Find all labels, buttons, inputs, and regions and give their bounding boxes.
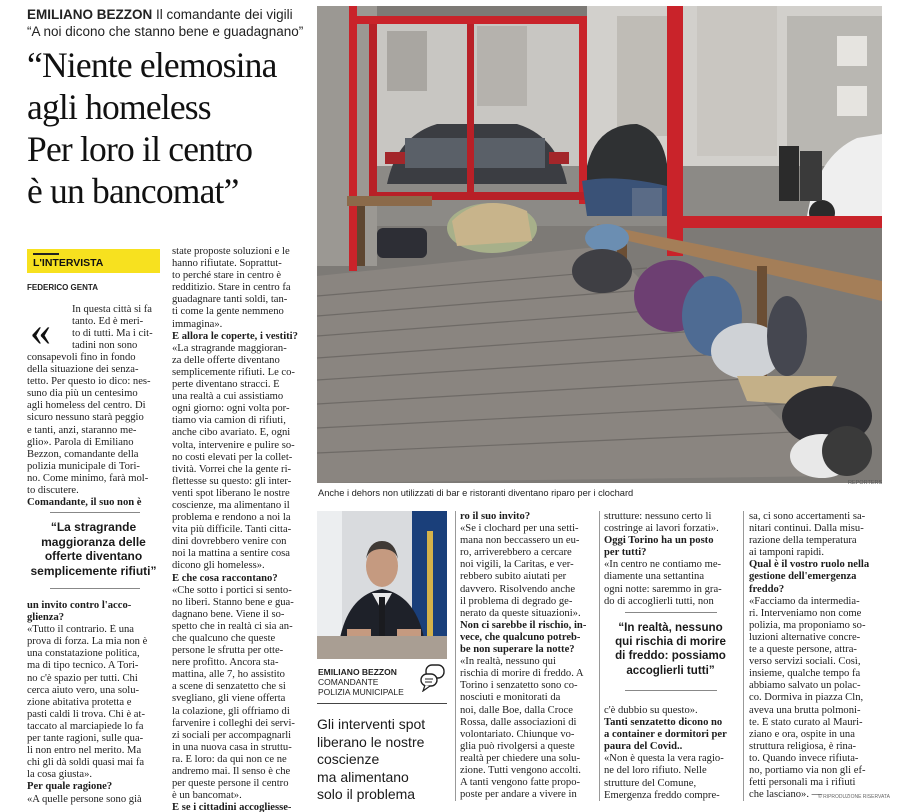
text-line: nitari continui. Dalla misu- xyxy=(749,523,864,535)
text-line: immagina». xyxy=(172,318,223,330)
question-line: un invito contro l'acco- xyxy=(27,600,132,611)
text-line: vita più difficile. Tanti citta- xyxy=(172,524,292,536)
question-line: Non ci sarebbe il rischio, in- xyxy=(460,619,587,631)
text-line: svegliano, gli viene offerta xyxy=(172,693,286,705)
text-line: noi la mattina a sentire cosa xyxy=(172,548,290,560)
text-line: struttura religiosa, è rina- xyxy=(749,740,857,752)
text-line: glia può rivolgersi a queste xyxy=(460,740,575,752)
text-line: ro, arriverebbero a cercare xyxy=(460,547,572,559)
text-line: la cosa giusta». xyxy=(27,769,93,781)
pullquote2-rule-bottom xyxy=(625,690,717,691)
pullquote-line: “In realtà, nessuno xyxy=(618,621,723,634)
text-line: «In realtà, nessuno qui xyxy=(460,656,556,668)
text-line: consapevoli fino in fondo xyxy=(27,352,136,363)
pullquote-line: accoglierli tutti” xyxy=(626,663,715,677)
text-line: «La stragrande maggioran- xyxy=(172,342,287,354)
copyright-note: © RIPRODUZIONE RISERVATA xyxy=(818,794,890,800)
text-line: to. Quando invece rifiuta- xyxy=(749,752,859,764)
text-line: strutture del Comune, xyxy=(604,777,697,789)
question-line: Oggi Torino ha un posto xyxy=(604,535,714,547)
text-line: che qualcuno che queste xyxy=(172,633,276,644)
text-line: insieme, qualche tempo fa xyxy=(749,668,861,680)
text-line: sicuro nessuno starà peggio xyxy=(27,412,144,424)
text-line: farvenire i colleghi dei servi- xyxy=(172,717,295,729)
col1-bottom xyxy=(27,600,160,806)
question-line: ro il suo invito? xyxy=(460,511,531,522)
headline-line: “Niente elemosina xyxy=(27,45,277,85)
text-line: ri. Interveniamo non come xyxy=(749,607,862,619)
text-line: ti come la gente nemmeno xyxy=(172,306,284,318)
text-line: è un bancomat». xyxy=(172,790,242,802)
text-line: per tante ragioni, sulle qua- xyxy=(27,733,144,745)
text-line: te. È stato curato al Mauri- xyxy=(749,716,863,728)
text-line: problema e rendono a noi la xyxy=(172,512,291,524)
text-line: te a queste persone, attra- xyxy=(749,644,857,656)
photo-caption: Anche i dehors non utilizzati di bar e ristoranti diventano riparo per i clochard xyxy=(318,488,634,498)
text-line: chi gli dà soldi quasi mai fa xyxy=(27,757,145,769)
headline xyxy=(27,44,317,212)
text-line: no c'è spazio per tutti. Chi xyxy=(27,672,138,684)
text-line: mattina, alle 7, ho assistito xyxy=(172,669,285,681)
pullquote2-rule-top xyxy=(625,612,717,613)
pullquote-line: semplicemente rifiuti” xyxy=(30,563,157,578)
text-line: una realtà a cui assistiamo xyxy=(172,391,284,403)
text-line: Rossa, dalle associazioni di xyxy=(460,716,577,728)
side-quote xyxy=(317,716,425,804)
column-divider xyxy=(455,511,456,801)
question-line: paura del Covid.. xyxy=(604,741,683,753)
text-line: nosciuti e monitorati da xyxy=(460,692,561,704)
text-line: realtà per chiedere una solu- xyxy=(460,752,580,764)
text-line: cerca aiuto vero, una solu- xyxy=(27,684,140,696)
text-line: tadini non sono xyxy=(72,340,138,352)
kicker-quote: “A noi dicono che stanno bene e guadagnano” xyxy=(27,24,304,39)
text-line: Torino i senzatetto sono co- xyxy=(460,680,578,692)
question-line: vece, che qualcuno potreb- xyxy=(460,631,581,643)
text-line: no liberi. Stanno bene e gua- xyxy=(172,596,294,608)
text-line: suno dia più un centesimo xyxy=(27,388,138,400)
col4-top xyxy=(604,511,737,608)
text-line: to discutere. xyxy=(27,485,79,497)
text-line: verso servizi sociali. Così, xyxy=(749,656,861,668)
text-line: flettesse su questo: gli inter- xyxy=(172,475,292,487)
text-line: ai tamponi rapidi. xyxy=(749,547,825,559)
pullquote-rule-bottom xyxy=(50,588,140,589)
question-line: gestione dell'emergenza xyxy=(749,571,857,583)
text-line: coscienze, ma alimentano il xyxy=(172,499,290,511)
text-line: tetto. Per questo io dico: nes- xyxy=(27,376,151,388)
text-line: costringe ai lavori forzati». xyxy=(604,523,719,535)
text-line: no costi elevati per la collet- xyxy=(172,451,293,463)
main-photo xyxy=(317,6,882,483)
portrait-title-line: COMANDANTE xyxy=(318,677,379,687)
text-line: luzioni alternative concre- xyxy=(749,631,861,643)
text-line: semplicemente rifiuti. Le co- xyxy=(172,366,295,378)
text-line: poste per andare a vivere in xyxy=(460,789,577,801)
text-line: venti spot liberano le nostre xyxy=(172,487,290,499)
text-line: che lasciano». — xyxy=(749,789,823,801)
text-line: no. Come minimo, farà mol- xyxy=(27,472,149,484)
headline-line: è un bancomat” xyxy=(27,171,239,211)
text-line: volta, intervenire e pulire so- xyxy=(172,439,295,451)
text-line: tiamo via camion di rifiuti, xyxy=(172,415,286,427)
text-line: za delle offerte diventano xyxy=(172,354,280,366)
text-line: dagnano bene. Viene il so- xyxy=(172,608,285,620)
side-quote-line: coscienze xyxy=(317,751,380,767)
text-line: zione. Tutti vengono accolti. xyxy=(460,764,581,776)
text-line: il problema di degrado ge- xyxy=(460,595,573,607)
text-line: nerato da queste situazioni». xyxy=(460,607,581,619)
col1-drop-block xyxy=(72,304,160,352)
text-line: pasti caldi li trova. Chi è at- xyxy=(27,708,145,720)
speech-bubbles-icon xyxy=(420,664,446,692)
text-line: ziano e ora, ospite in una xyxy=(749,728,855,740)
text-line: ogni giorno: ogni volta por- xyxy=(172,403,290,415)
question-line: freddo? xyxy=(749,583,785,595)
side-quote-line: ma alimentano xyxy=(317,768,409,785)
question-line: a container e dormitori per xyxy=(604,729,727,741)
text-line: polizia, ma proponiamo so- xyxy=(749,619,866,631)
text-line: «Che sotto i portici si sento- xyxy=(172,584,292,596)
col3 xyxy=(460,511,593,801)
text-line: zi sociali per accompagnarli xyxy=(172,729,292,741)
text-line: andremo mai. Il senso è che xyxy=(172,766,291,778)
text-line: state proposte soluzioni e le xyxy=(172,246,290,257)
side-quote-line: solo il problema xyxy=(317,786,416,802)
portrait-title-line: POLIZIA MUNICIPALE xyxy=(318,687,404,697)
text-line: una constatazione politica, xyxy=(27,648,140,660)
text-line: Emergenza freddo compre- xyxy=(604,789,720,801)
portrait-name: EMILIANO BEZZON xyxy=(318,667,397,677)
text-line: anche cibo avariato. E, ogni xyxy=(172,427,291,439)
text-line: dini dovrebbero venire con xyxy=(172,536,287,548)
text-line: redditizio. Stare in centro fa xyxy=(172,282,291,294)
pullquote-1 xyxy=(27,520,160,578)
pullquote-line: offerte diventano xyxy=(44,549,143,563)
kicker-role: Il comandante dei vigili xyxy=(156,7,293,22)
kicker xyxy=(27,6,317,40)
side-quote-rule xyxy=(317,703,447,704)
pullquote-line: “La stragrande xyxy=(50,520,137,534)
side-quote-line: Gli interventi spot xyxy=(317,716,426,732)
question-line: E che cosa raccontano? xyxy=(172,572,278,584)
photo-credit: REPORTERS xyxy=(848,480,883,486)
pullquote-line: qui rischia di morire xyxy=(615,635,726,649)
col1-body xyxy=(27,352,160,509)
text-line: la colazione, gli offriamo di xyxy=(172,705,290,717)
text-line: persone le sfrutta per otte- xyxy=(172,645,284,657)
section-tag xyxy=(27,249,160,273)
text-line: ne del loro rifiuto. Nelle xyxy=(604,765,707,777)
text-line: do di accoglierli tutti, non xyxy=(604,595,714,607)
col2 xyxy=(172,246,305,812)
question-line: per tutti? xyxy=(604,547,647,559)
portrait-caption xyxy=(318,667,404,697)
portrait-photo xyxy=(317,511,447,659)
text-line: tanto. Ed è meri- xyxy=(72,316,144,328)
text-line: dicono gli homeless». xyxy=(172,560,265,572)
text-line: ogni notte: saremmo in gra- xyxy=(604,583,722,595)
text-line: noi vigili, la Caritas, e ver- xyxy=(460,559,574,571)
text-line: prova di forza. La mia non è xyxy=(27,636,148,648)
pullquote-line: maggioranza delle xyxy=(41,534,146,549)
text-line: fetti personali ma i rifiuti xyxy=(749,777,856,789)
text-line: hanno rifiutate. Soprattut- xyxy=(172,258,282,270)
col4-bottom xyxy=(604,705,737,802)
pullquote-2 xyxy=(604,621,737,678)
question-line: Per quale ragione? xyxy=(27,781,113,793)
text-line: noi, dalle Boe, dalla Croce xyxy=(460,704,573,716)
headline-line: agli homeless xyxy=(27,87,211,127)
text-line: glio». Parola di Emiliano xyxy=(27,436,134,448)
text-line: davvero. Risolvendo anche xyxy=(460,583,576,595)
text-line: rebbero subito aiutati per xyxy=(460,571,567,583)
headline-line: Per loro il centro xyxy=(27,129,253,169)
text-line: aveva una brutta polmoni- xyxy=(749,704,861,716)
col5 xyxy=(749,511,882,801)
drop-quote-mark: « xyxy=(30,309,51,355)
column-divider xyxy=(743,511,744,801)
text-line: «A quelle persone sono già xyxy=(27,793,142,805)
text-line: li non entro nel merito. Ma xyxy=(27,745,142,757)
kicker-name: EMILIANO BEZZON xyxy=(27,7,153,22)
question-line: be non superare la notte? xyxy=(460,644,575,656)
question-line: E se i cittadini accogliesse- xyxy=(172,802,292,812)
text-line: In questa città si fa xyxy=(72,304,153,315)
question-line: Qual è il vostro ruolo nella xyxy=(749,559,870,571)
text-line: volontariato. Chiunque vo- xyxy=(460,728,575,740)
text-line: polizia municipale di Tori- xyxy=(27,460,140,472)
text-line: diamente una settantina xyxy=(604,571,705,583)
text-line: no, portiamo via non gli ef- xyxy=(749,764,866,776)
column-divider xyxy=(599,511,600,801)
text-line: perte diventano stracci. È xyxy=(172,379,280,391)
question-line: glienza? xyxy=(27,612,65,624)
text-line: strutture: nessuno certo li xyxy=(604,511,712,522)
text-line: agli homeless del centro. Di xyxy=(27,400,146,412)
pullquote-line: di freddo: possiamo xyxy=(615,649,726,663)
text-line: per queste persone il centro xyxy=(172,778,289,790)
text-line: co. Dormiva in piazza Cln, xyxy=(749,692,864,704)
text-line: taccato al marciapiede lo fa xyxy=(27,720,144,732)
text-line: rischia di morire di freddo. A xyxy=(460,668,584,680)
text-line: Bezzon, comandante della xyxy=(27,448,139,460)
text-line: spetto che in realtà ci sia an- xyxy=(172,620,293,632)
text-line: to perché stare in centro è xyxy=(172,270,282,282)
text-line: e tanti, anzi, staranno me- xyxy=(27,424,137,436)
question-line: Comandante, il suo non è xyxy=(27,497,142,509)
text-line: c'è dubbio su questo». xyxy=(604,705,698,716)
text-line: «Facciamo da intermedia- xyxy=(749,595,860,607)
text-line: abbiamo salvato un polac- xyxy=(749,680,861,692)
text-line: razione della temperatura xyxy=(749,535,857,547)
text-line: mana non beccassero un eu- xyxy=(460,535,580,547)
text-line: ma di tipo tecnico. A Tori- xyxy=(27,660,139,672)
tag-label: L'INTERVISTA xyxy=(33,257,104,269)
text-line: zione abitativa protetta e xyxy=(27,696,132,708)
question-line: E allora le coperte, i vestiti? xyxy=(172,330,298,342)
text-line: «In centro ne contiamo me- xyxy=(604,559,722,571)
text-line: A tanti vengono fatte propo- xyxy=(460,777,581,789)
text-line: «Se i clochard per una setti- xyxy=(460,523,579,535)
byline: FEDERICO GENTA xyxy=(27,283,98,292)
text-line: «Tutto il contrario. È una xyxy=(27,624,135,636)
text-line: a scene di senzatetto che si xyxy=(172,681,286,693)
text-line: «Non è questa la vera ragio- xyxy=(604,753,724,765)
text-line: tività. Vorrei che la gente ri- xyxy=(172,463,292,475)
question-line: Tanti senzatetto dicono no xyxy=(604,717,723,729)
text-line: in una nuova casa in struttu- xyxy=(172,741,292,753)
tag-bar xyxy=(33,253,59,255)
text-line: della situazione dei senza- xyxy=(27,364,139,376)
text-line: ra. E loro: da qui non ce ne xyxy=(172,753,287,765)
text-line: nere profitto. Ancora sta- xyxy=(172,657,279,669)
text-line: guadagnare tanti soldi, tan- xyxy=(172,294,288,306)
text-line: sa, ci sono accertamenti sa- xyxy=(749,511,866,522)
pullquote-rule-top xyxy=(50,512,140,513)
side-quote-line: liberano le nostre xyxy=(317,733,425,750)
text-line: to di tutti. Ma i cit- xyxy=(72,328,153,340)
